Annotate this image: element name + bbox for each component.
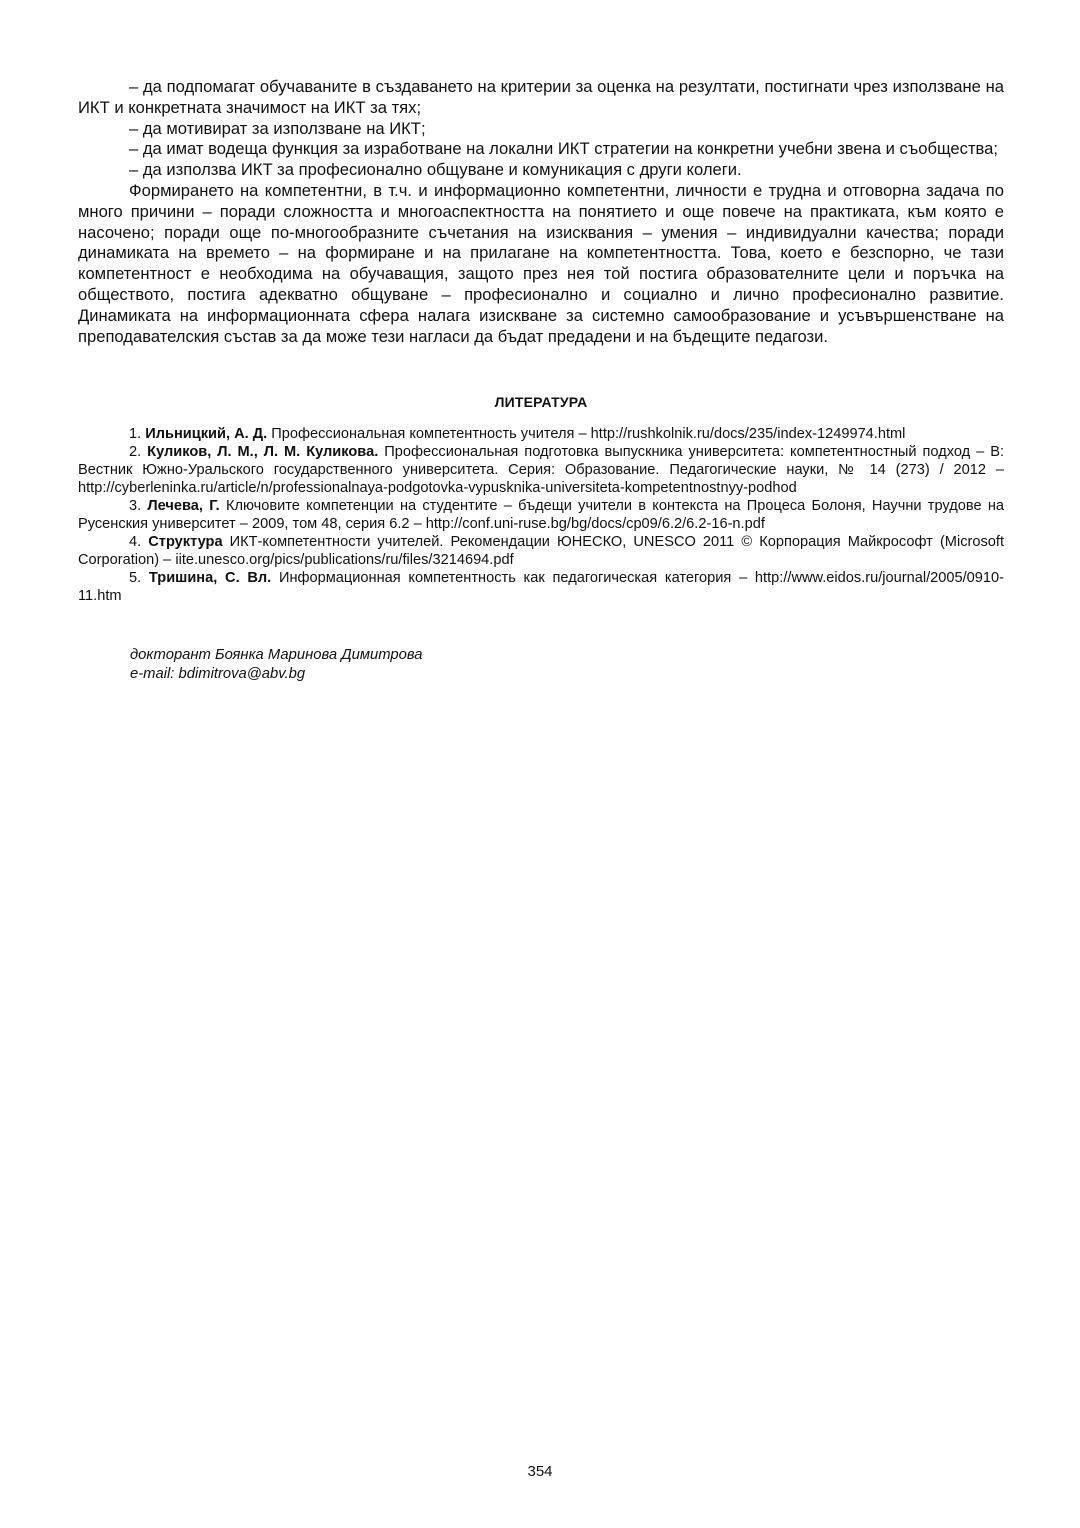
- reference-item: [78, 569, 1004, 605]
- body-text: [78, 77, 1004, 347]
- paragraph-criteria: – да подпомагат обучаваните в създаването на критерии за оценка на резултати, постигнати чрез използване на ИКТ и конкретната значимост на ИКТ за тях;: [78, 77, 1004, 117]
- reference-item: [78, 425, 1004, 443]
- references-heading: ЛИТЕРАТУРА: [494, 394, 588, 411]
- reference-text: Информационная компетентность как педагогическая категория – http://www.eidos.ru/journal/2005/0910-11.htm: [78, 570, 1004, 605]
- reference-item: [78, 497, 1004, 533]
- reference-author: Лечева, Г.: [147, 498, 220, 515]
- reference-author: Ильницкий, А. Д.: [145, 426, 268, 443]
- reference-author: Структура: [148, 534, 223, 551]
- reference-text: ИКТ-компетентности учителей. Рекомендации ЮНЕСКО, UNESCO 2011 © Корпорация Майкрософт (Microsoft Corporation) – iite.unesco.org/pics/publications/ru/files/3214694.pdf: [78, 534, 1004, 569]
- author-name: докторант Боянка Маринова Димитрова: [130, 647, 423, 664]
- reference-text: Ключовите компетенции на студентите – бъдещи учители в контекста на Процеса Болоня, Научни трудове на Русенския университет – 2009, том 48, серия 6.2 – http://conf.uni-ruse.bg/bg/docs/cp09/6.2/6.2-16-n.pdf: [78, 498, 1004, 533]
- paragraph-communication: – да използва ИКТ за професионално общуване и комуникация с други колеги.: [129, 160, 742, 180]
- reference-number: 4.: [129, 534, 142, 551]
- reference-text: Профессиональная компетентность учителя – http://rushkolnik.ru/docs/235/index-1249974.html: [271, 426, 906, 443]
- author-email: e-mail: bdimitrova@abv.bg: [130, 666, 306, 683]
- reference-item: [78, 533, 1004, 569]
- references-list: [78, 425, 1004, 605]
- reference-number: 1.: [129, 426, 142, 443]
- paragraph-motivate: – да мотивират за използване на ИКТ;: [129, 118, 426, 138]
- reference-text: Профессиональная подготовка выпускника университета: компетентностный подход – В: Вестник Южно-Уральского государственного университета. Серия: Образование. Педагогические науки, № 14 (273) / 2012 – http://cyberleninka.ru/article/n/professionalnaya-podgotovka-vypusknika-universiteta-kompetentnostnyy-podhod: [78, 444, 1005, 497]
- page-number: 354: [527, 1463, 553, 1480]
- paragraph-conclusion: Формирането на компетентни, в т.ч. и информационно компетентни, личности е трудна и отговорна задача по много причини – поради сложността и многоаспектността на понятието и още повече на практиката, към която е насочено; поради още по-многообразните съчетания на изисквания – умения – индивидуални качества; поради динамиката на времето – на формиране и на прилагане на компетентността. Това, което е безспорно, че тази компетентност е необходима на обучаващия, защото през нея той постига образователните цели и поръчка на обществото, постига адекватно общуване – професионално и социално и лично професионално развитие. Динамиката на информационната сфера налага изискване за системно самообразование и усъвършенстване на преподавателския състав за да може тези нагласи да бъдат предадени и на бъдещите педагози.: [78, 180, 1004, 346]
- paragraph-strategies: – да имат водеща функция за изработване на локални ИКТ стратегии на конкретни учебни звена и съобщества;: [129, 139, 999, 159]
- reference-author: Куликов, Л. М., Л. М. Куликова.: [147, 444, 379, 461]
- document-page: [78, 77, 1004, 684]
- reference-number: 5.: [129, 570, 142, 587]
- reference-number: 2.: [129, 444, 142, 461]
- author-block: [78, 646, 1004, 684]
- reference-item: [78, 443, 1004, 497]
- reference-author: Тришина, С. Вл.: [148, 570, 272, 587]
- reference-number: 3.: [129, 498, 142, 515]
